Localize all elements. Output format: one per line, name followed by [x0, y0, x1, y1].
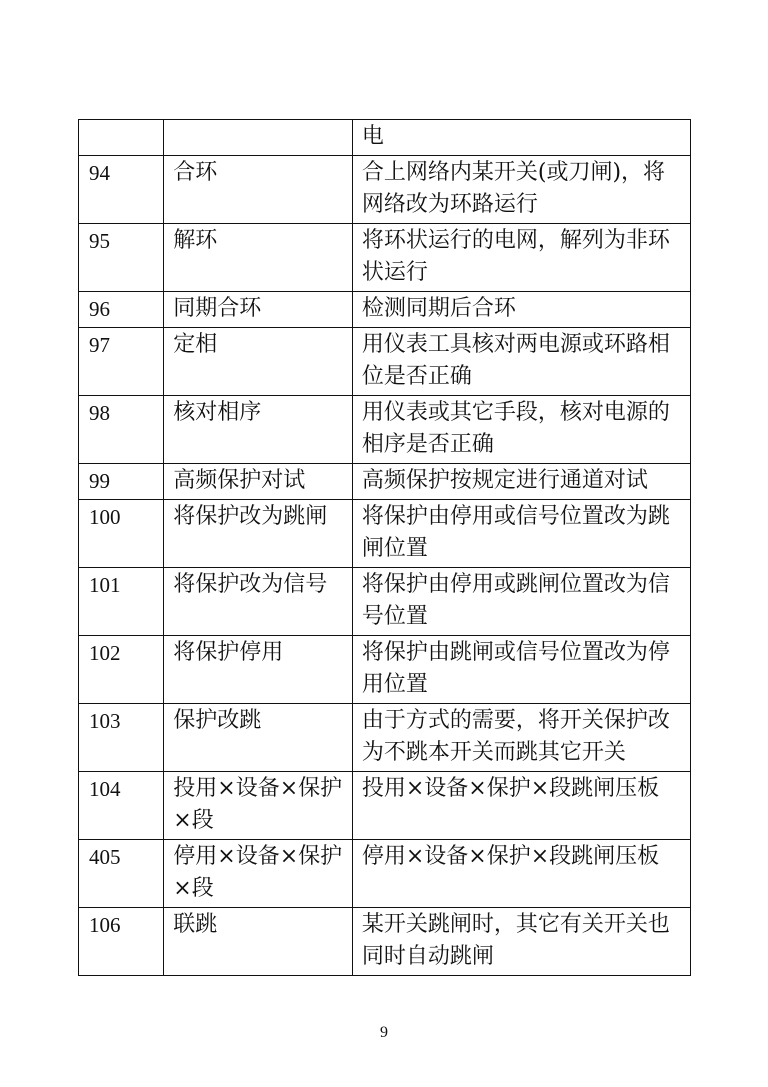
row-number-cell: 95 [79, 224, 164, 292]
table-row [79, 772, 691, 840]
row-number-cell: 97 [79, 328, 164, 396]
row-number-cell: 100 [79, 500, 164, 568]
description-cell: 将保护由停用或信号位置改为跳闸位置 [352, 500, 690, 568]
description-cell: 将保护由停用或跳闸位置改为信号位置 [352, 568, 690, 636]
row-number-cell: 103 [79, 704, 164, 772]
table-row [79, 704, 691, 772]
row-number-cell [79, 120, 164, 156]
term-cell: 投用×设备×保护×段 [164, 772, 353, 840]
table-row [79, 120, 691, 156]
table-row [79, 840, 691, 908]
description-cell: 由于方式的需要，将开关保护改为不跳本开关而跳其它开关 [352, 704, 690, 772]
table-row [79, 156, 691, 224]
description-cell: 将环状运行的电网，解列为非环状运行 [352, 224, 690, 292]
description-cell: 合上网络内某开关(或刀闸)，将网络改为环路运行 [352, 156, 690, 224]
description-cell: 停用×设备×保护×段跳闸压板 [352, 840, 690, 908]
row-number-cell: 98 [79, 396, 164, 464]
row-number-cell: 104 [79, 772, 164, 840]
description-cell: 用仪表或其它手段，核对电源的相序是否正确 [352, 396, 690, 464]
term-cell: 保护改跳 [164, 704, 353, 772]
table-row [79, 464, 691, 500]
term-cell: 核对相序 [164, 396, 353, 464]
description-cell: 电 [352, 120, 690, 156]
terms-table [78, 119, 691, 976]
term-cell: 高频保护对试 [164, 464, 353, 500]
term-cell: 定相 [164, 328, 353, 396]
term-cell: 将保护停用 [164, 636, 353, 704]
table-row [79, 500, 691, 568]
terms-table-body [79, 120, 691, 976]
term-cell: 将保护改为跳闸 [164, 500, 353, 568]
row-number-cell: 101 [79, 568, 164, 636]
page-number: 9 [380, 1024, 388, 1041]
term-cell [164, 120, 353, 156]
row-number-cell: 96 [79, 292, 164, 328]
description-cell: 高频保护按规定进行通道对试 [352, 464, 690, 500]
description-cell: 用仪表工具核对两电源或环路相位是否正确 [352, 328, 690, 396]
row-number-cell: 106 [79, 908, 164, 976]
table-row [79, 292, 691, 328]
row-number-cell: 99 [79, 464, 164, 500]
description-cell: 某开关跳闸时，其它有关开关也同时自动跳闸 [352, 908, 690, 976]
term-cell: 解环 [164, 224, 353, 292]
description-cell: 投用×设备×保护×段跳闸压板 [352, 772, 690, 840]
row-number-cell: 405 [79, 840, 164, 908]
description-cell: 检测同期后合环 [352, 292, 690, 328]
term-cell: 合环 [164, 156, 353, 224]
table-row [79, 636, 691, 704]
term-cell: 将保护改为信号 [164, 568, 353, 636]
table-row [79, 396, 691, 464]
table-row [79, 328, 691, 396]
term-cell: 停用×设备×保护×段 [164, 840, 353, 908]
row-number-cell: 102 [79, 636, 164, 704]
description-cell: 将保护由跳闸或信号位置改为停用位置 [352, 636, 690, 704]
term-cell: 联跳 [164, 908, 353, 976]
row-number-cell: 94 [79, 156, 164, 224]
table-row [79, 568, 691, 636]
table-row [79, 224, 691, 292]
term-cell: 同期合环 [164, 292, 353, 328]
table-row [79, 908, 691, 976]
